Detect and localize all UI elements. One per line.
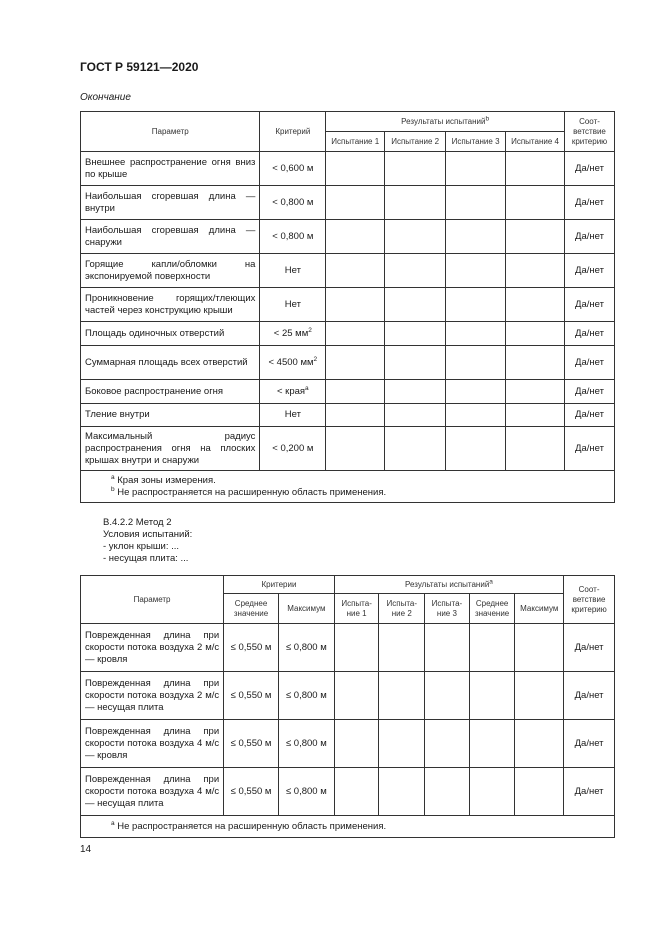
row-criterion: Нет <box>260 288 326 322</box>
header-test-2: Испыта- ние 2 <box>379 594 425 624</box>
header-test-3: Испыта- ние 3 <box>425 594 470 624</box>
cell-test-3 <box>446 380 506 404</box>
table-row <box>81 152 615 186</box>
cell-result-mean <box>469 624 515 672</box>
footnote-a: $^a$ Края зоны измерения. <box>111 473 216 486</box>
row-conformity: Да/нет <box>565 152 615 186</box>
row-parameter: Максимальный радиус распространения огня на плоских крышах внутри и снаружи <box>81 427 260 471</box>
row-mean-criterion: ≤ 0,550 м <box>224 672 279 720</box>
cell-test-1 <box>334 720 379 768</box>
cell-test-1 <box>334 672 379 720</box>
table-footnotes <box>81 471 615 503</box>
cell-test-3 <box>446 186 506 220</box>
row-conformity: Да/нет <box>565 254 615 288</box>
conditions-label: Условия испытаний: <box>103 529 193 540</box>
row-conformity: Да/нет <box>565 186 615 220</box>
cell-test-2 <box>385 186 446 220</box>
row-conformity: Да/нет <box>565 427 615 471</box>
cell-test-2 <box>379 624 425 672</box>
row-conformity: Да/нет <box>565 322 615 346</box>
header-mean: Среднее значение <box>224 594 279 624</box>
cell-test-2 <box>385 427 446 471</box>
row-max-criterion: ≤ 0,800 м <box>278 624 334 672</box>
condition-roof-slope: - уклон крыши: ... <box>103 541 180 552</box>
cell-test-4 <box>506 254 565 288</box>
cell-test-2 <box>379 720 425 768</box>
row-max-criterion: ≤ 0,800 м <box>278 720 334 768</box>
header-results: Результаты испытаний$^b$ <box>326 112 565 132</box>
row-parameter: Горящие капли/обломки на экспонируемой поверхности <box>81 254 260 288</box>
row-parameter: Внешнее распространение огня вниз по крыше <box>81 152 260 186</box>
cell-test-4 <box>506 380 565 404</box>
cell-test-3 <box>446 288 506 322</box>
cell-test-1 <box>326 404 385 427</box>
row-max-criterion: ≤ 0,800 м <box>278 672 334 720</box>
cell-test-1 <box>326 220 385 254</box>
cell-test-1 <box>334 624 379 672</box>
row-conformity: Да/нет <box>564 720 615 768</box>
cell-result-max <box>515 624 564 672</box>
row-criterion: < 0,200 м <box>260 427 326 471</box>
row-criterion: < края$^a$ <box>260 380 326 404</box>
cell-test-4 <box>506 186 565 220</box>
header-conformity: Соот- ветствие критерию <box>565 112 615 152</box>
cell-test-3 <box>425 672 470 720</box>
header-max: Максимум <box>278 594 334 624</box>
cell-test-3 <box>446 220 506 254</box>
row-criterion: < 4500 $мм^2$ <box>260 346 326 380</box>
cell-test-3 <box>446 404 506 427</box>
row-parameter: Поврежденная длина при скорости потока воздуха 2 м/с — несущая плита <box>81 672 224 720</box>
cell-result-max <box>515 768 564 816</box>
cell-test-1 <box>326 346 385 380</box>
header-criterion: Критерий <box>260 112 326 152</box>
table-footnotes <box>81 816 615 838</box>
cell-test-4 <box>506 288 565 322</box>
cell-test-2 <box>385 346 446 380</box>
cell-test-4 <box>506 427 565 471</box>
header-result-max: Максимум <box>515 594 564 624</box>
results-table-method-1 <box>80 111 615 503</box>
cell-test-1 <box>326 288 385 322</box>
header-parameter: Параметр <box>81 576 224 624</box>
row-conformity: Да/нет <box>565 404 615 427</box>
cell-test-1 <box>326 254 385 288</box>
table-row <box>81 672 615 720</box>
header-test-3: Испытание 3 <box>446 132 506 152</box>
header-conformity: Соот- ветствие критерию <box>564 576 615 624</box>
cell-test-4 <box>506 346 565 380</box>
cell-test-4 <box>506 220 565 254</box>
cell-test-2 <box>379 672 425 720</box>
row-mean-criterion: ≤ 0,550 м <box>224 720 279 768</box>
row-parameter: Поврежденная длина при скорости потока воздуха 4 м/с — кровля <box>81 720 224 768</box>
row-conformity: Да/нет <box>565 220 615 254</box>
method-caption <box>103 517 192 565</box>
row-parameter: Боковое распространение огня <box>81 380 260 404</box>
cell-test-3 <box>446 346 506 380</box>
cell-test-1 <box>326 186 385 220</box>
table-row <box>81 288 615 322</box>
table-row <box>81 768 615 816</box>
cell-test-2 <box>385 322 446 346</box>
cell-result-mean <box>469 720 515 768</box>
cell-test-2 <box>385 288 446 322</box>
continuation-label: Окончание <box>80 92 131 103</box>
cell-test-1 <box>334 768 379 816</box>
cell-result-max <box>515 672 564 720</box>
row-criterion: < 0,800 м <box>260 220 326 254</box>
row-criterion: < 0,800 м <box>260 186 326 220</box>
cell-test-2 <box>385 404 446 427</box>
row-conformity: Да/нет <box>565 380 615 404</box>
table-row <box>81 220 615 254</box>
condition-deck: - несущая плита: ... <box>103 553 189 564</box>
table-row <box>81 322 615 346</box>
row-parameter: Поврежденная длина при скорости потока воздуха 2 м/с — кровля <box>81 624 224 672</box>
cell-test-1 <box>326 427 385 471</box>
header-test-2: Испытание 2 <box>385 132 446 152</box>
footnote-a: $^a$ Не распространяется на расширенную область применения. <box>111 819 387 832</box>
row-parameter: Поврежденная длина при скорости потока воздуха 4 м/с — несущая плита <box>81 768 224 816</box>
row-mean-criterion: ≤ 0,550 м <box>224 768 279 816</box>
row-criterion: < 0,600 м <box>260 152 326 186</box>
header-criteria: Критерии <box>224 576 335 594</box>
header-test-1: Испыта- ние 1 <box>334 594 379 624</box>
page-number: 14 <box>80 844 92 855</box>
table-row <box>81 427 615 471</box>
row-criterion: Нет <box>260 404 326 427</box>
cell-test-4 <box>506 152 565 186</box>
row-parameter: Суммарная площадь всех отверстий <box>81 346 260 380</box>
cell-test-2 <box>385 380 446 404</box>
header-result-mean: Среднее значение <box>469 594 515 624</box>
row-parameter: Проникновение горящих/тлеющих частей через конструкцию крыши <box>81 288 260 322</box>
cell-test-1 <box>326 152 385 186</box>
row-conformity: Да/нет <box>565 288 615 322</box>
cell-test-3 <box>425 624 470 672</box>
table-row <box>81 380 615 404</box>
results-table-method-2 <box>80 575 615 838</box>
header-test-4: Испытание 4 <box>506 132 565 152</box>
footnote-b: $^b$ Не распространяется на расширенную область применения. <box>111 485 387 498</box>
table-row <box>81 720 615 768</box>
row-conformity: Да/нет <box>564 768 615 816</box>
cell-test-1 <box>326 380 385 404</box>
row-conformity: Да/нет <box>564 624 615 672</box>
cell-test-3 <box>446 322 506 346</box>
row-parameter: Наибольшая сгоревшая длина — внутри <box>81 186 260 220</box>
cell-test-2 <box>385 254 446 288</box>
cell-test-3 <box>425 768 470 816</box>
cell-test-4 <box>506 322 565 346</box>
row-parameter: Площадь одиночных отверстий <box>81 322 260 346</box>
header-results: Результаты испытаний$^a$ <box>334 576 563 594</box>
table-row <box>81 624 615 672</box>
method-title: В.4.2.2 Метод 2 <box>103 517 172 528</box>
table-row <box>81 186 615 220</box>
cell-test-3 <box>425 720 470 768</box>
row-parameter: Тление внутри <box>81 404 260 427</box>
table-row <box>81 346 615 380</box>
row-conformity: Да/нет <box>564 672 615 720</box>
cell-test-1 <box>326 322 385 346</box>
cell-test-2 <box>379 768 425 816</box>
cell-test-3 <box>446 152 506 186</box>
document-header: ГОСТ Р 59121—2020 <box>80 60 199 74</box>
cell-test-4 <box>506 404 565 427</box>
table-row <box>81 254 615 288</box>
cell-result-max <box>515 720 564 768</box>
row-parameter: Наибольшая сгоревшая длина — снаружи <box>81 220 260 254</box>
header-parameter: Параметр <box>81 112 260 152</box>
row-mean-criterion: ≤ 0,550 м <box>224 624 279 672</box>
cell-result-mean <box>469 672 515 720</box>
header-test-1: Испытание 1 <box>326 132 385 152</box>
cell-test-3 <box>446 254 506 288</box>
row-criterion: Нет <box>260 254 326 288</box>
row-conformity: Да/нет <box>565 346 615 380</box>
cell-test-3 <box>446 427 506 471</box>
cell-test-2 <box>385 152 446 186</box>
row-max-criterion: ≤ 0,800 м <box>278 768 334 816</box>
cell-test-2 <box>385 220 446 254</box>
table-row <box>81 404 615 427</box>
cell-result-mean <box>469 768 515 816</box>
row-criterion: < 25 $мм^2$ <box>260 322 326 346</box>
